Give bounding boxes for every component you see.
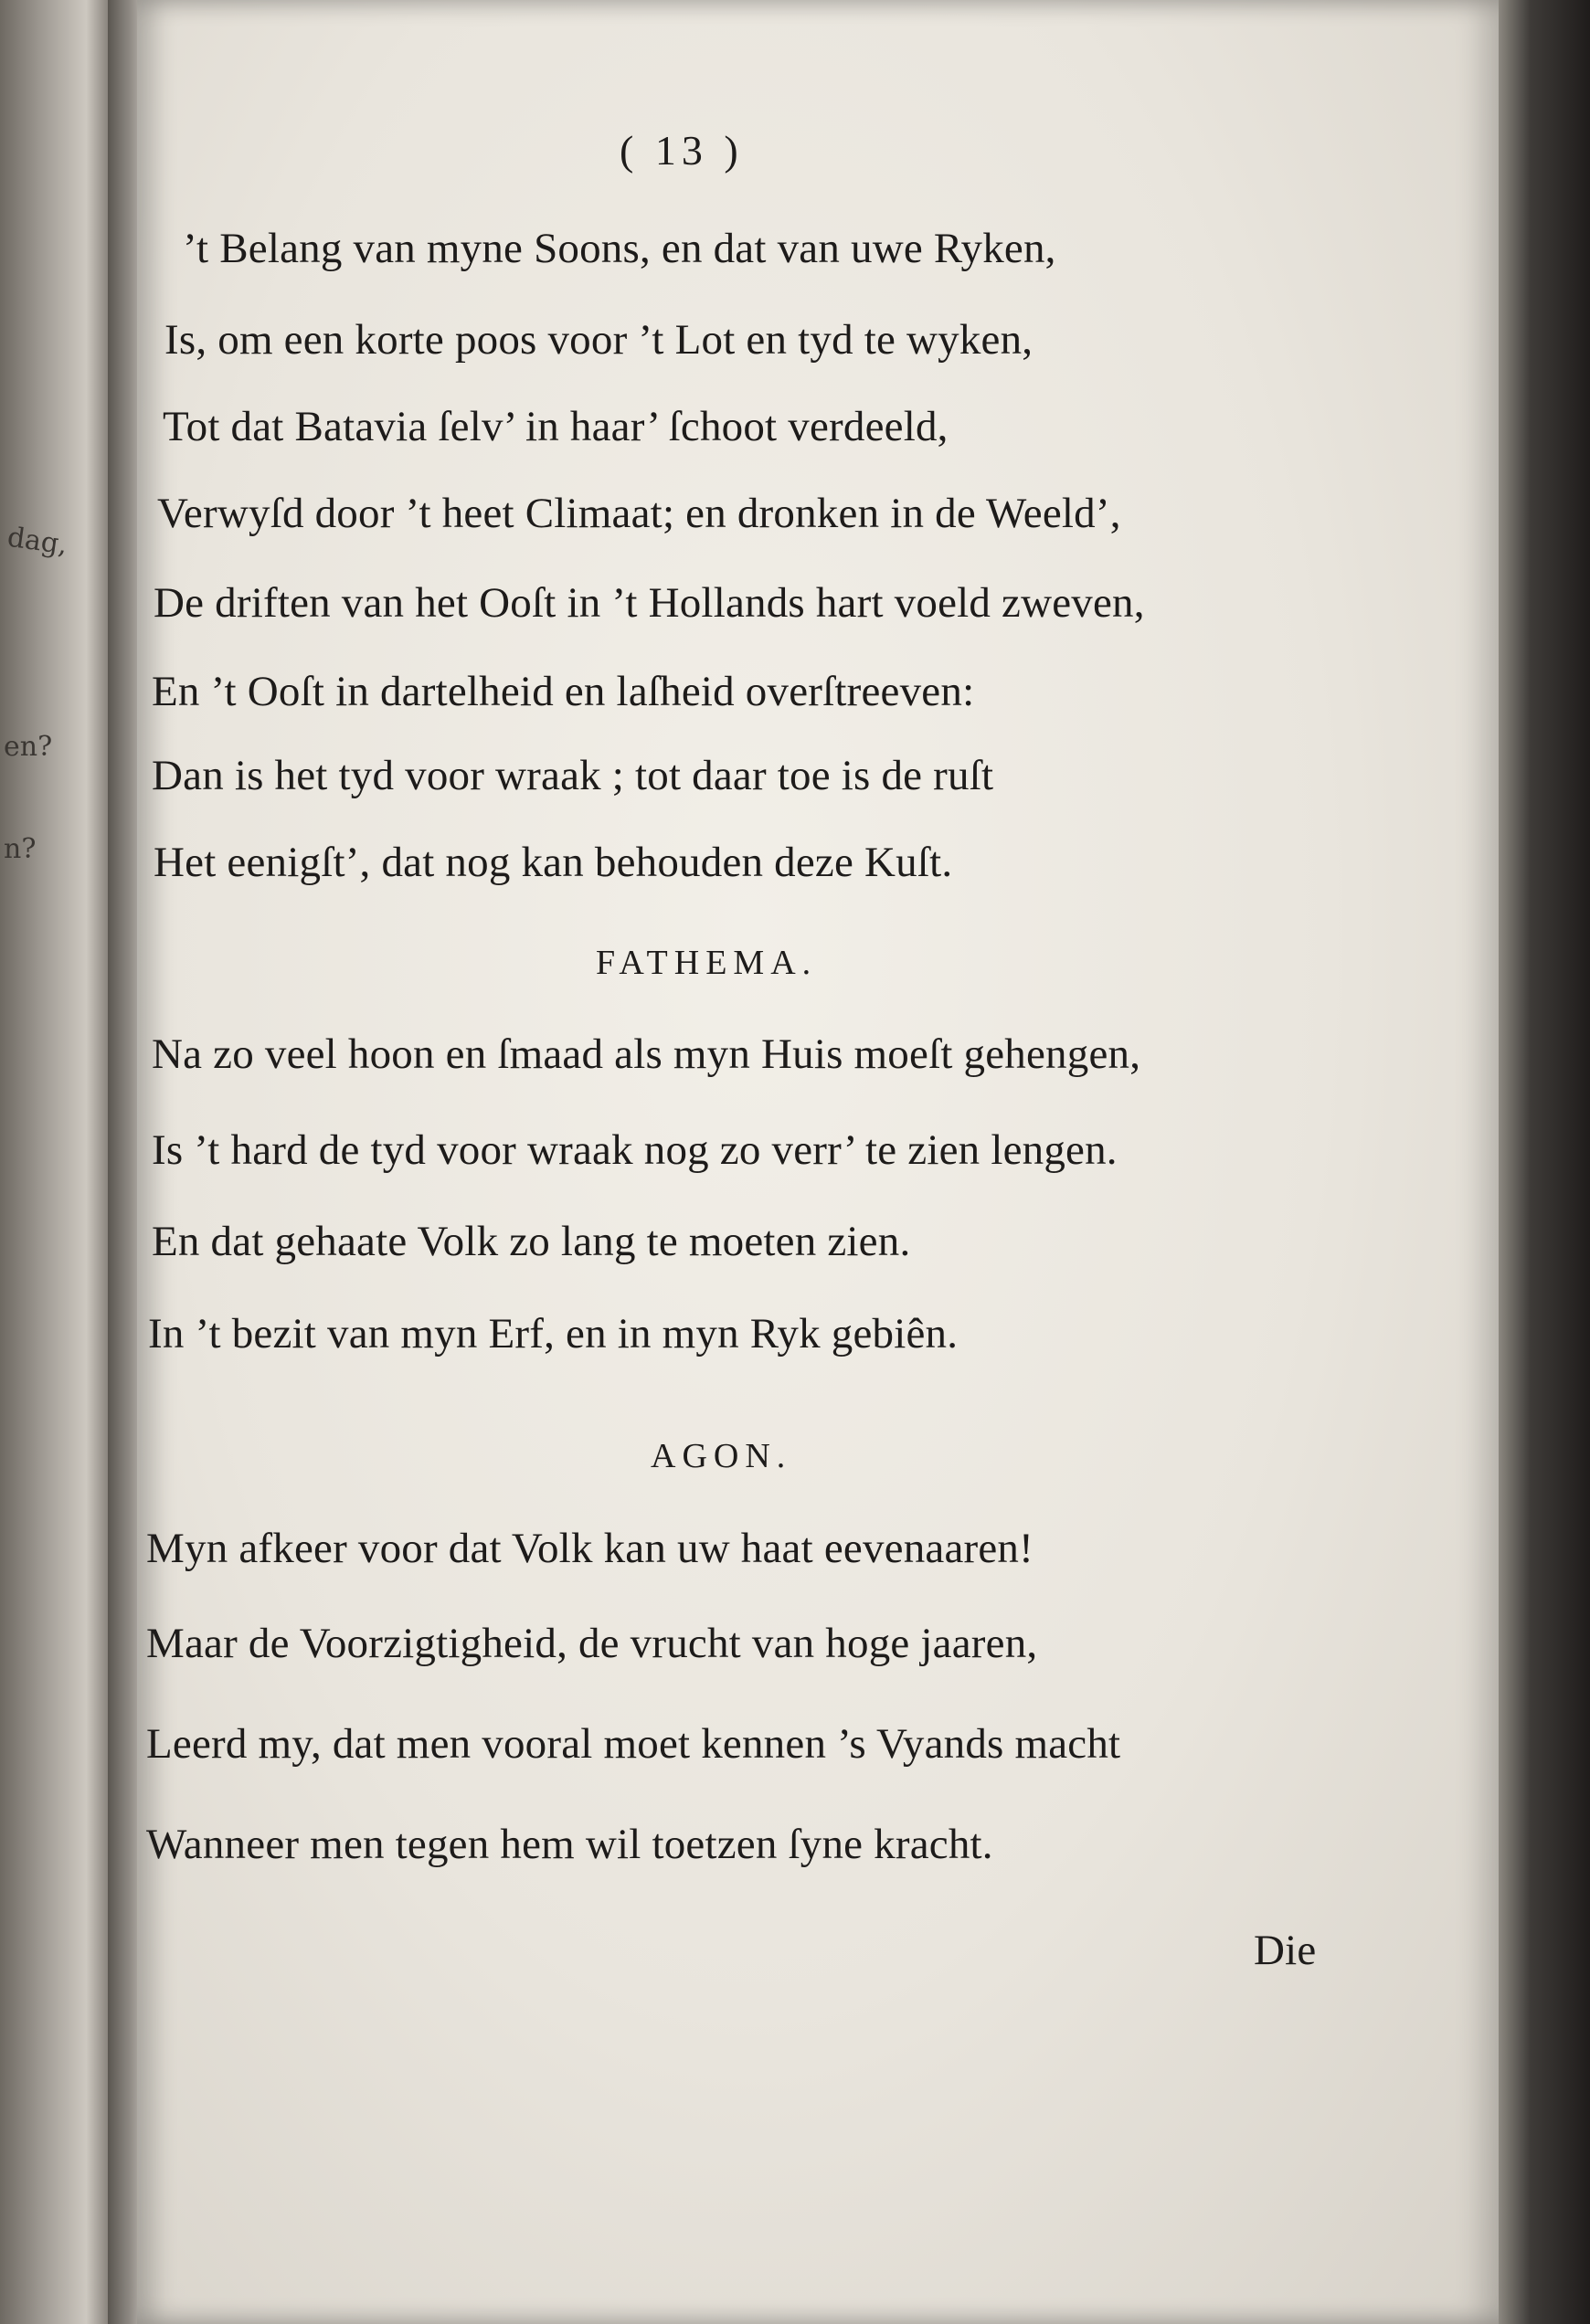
margin-fragment: dag, <box>5 521 69 562</box>
verse-line: Is ’t hard de tyd voor wraak nog zo verr’ te zien lengen. <box>152 1126 1118 1174</box>
page-number: ( 13 ) <box>620 127 744 174</box>
left-page-edge <box>0 0 108 2324</box>
verse-line: Wanneer men tegen hem wil toetzen ſyne kracht. <box>146 1821 993 1868</box>
verse-line: Dan is het tyd voor wraak ; tot daar toe is de ruſt <box>152 752 994 799</box>
verse-line: Is, om een korte poos voor ’t Lot en tyd te wyken, <box>164 316 1034 364</box>
verse-line: Leerd my, dat men vooral moet kennen ’s Vyands macht <box>146 1720 1121 1768</box>
margin-fragment: n? <box>4 833 37 865</box>
catchword: Die <box>1254 1927 1317 1974</box>
verse-line: Maar de Voorzigtigheid, de vrucht van hoge jaaren, <box>146 1620 1038 1667</box>
verse-line: Na zo veel hoon en ſmaad als myn Huis moeſt gehengen, <box>152 1030 1141 1078</box>
verse-line: En ’t Ooſt in dartelheid en laſheid overſtreeven: <box>152 668 975 715</box>
speaker-heading: FATHEMA. <box>596 944 818 982</box>
verse-line: En dat gehaate Volk zo lang te moeten zien. <box>152 1218 911 1265</box>
verse-line: Tot dat Batavia ſelv’ in haar’ ſchoot verdeeld, <box>163 403 949 450</box>
verse-line: In ’t bezit van myn Erf, en in myn Ryk gebiên. <box>148 1310 959 1357</box>
verse-line: Verwyſd door ’t heet Climaat; en dronken in de Weeld’, <box>157 490 1121 537</box>
verse-line: Het eenigſt’, dat nog kan behouden deze Kuſt. <box>154 839 953 886</box>
verse-line: Myn afkeer voor dat Volk kan uw haat eevenaaren! <box>146 1525 1034 1572</box>
verse-line: De driften van het Ooſt in ’t Hollands hart voeld zweven, <box>154 579 1145 627</box>
margin-fragment: en? <box>4 731 53 763</box>
right-page-edge <box>1499 0 1590 2324</box>
verse-line: ’t Belang van myne Soons, en dat van uwe Ryken, <box>183 225 1056 272</box>
speaker-heading: AGON. <box>651 1437 792 1475</box>
